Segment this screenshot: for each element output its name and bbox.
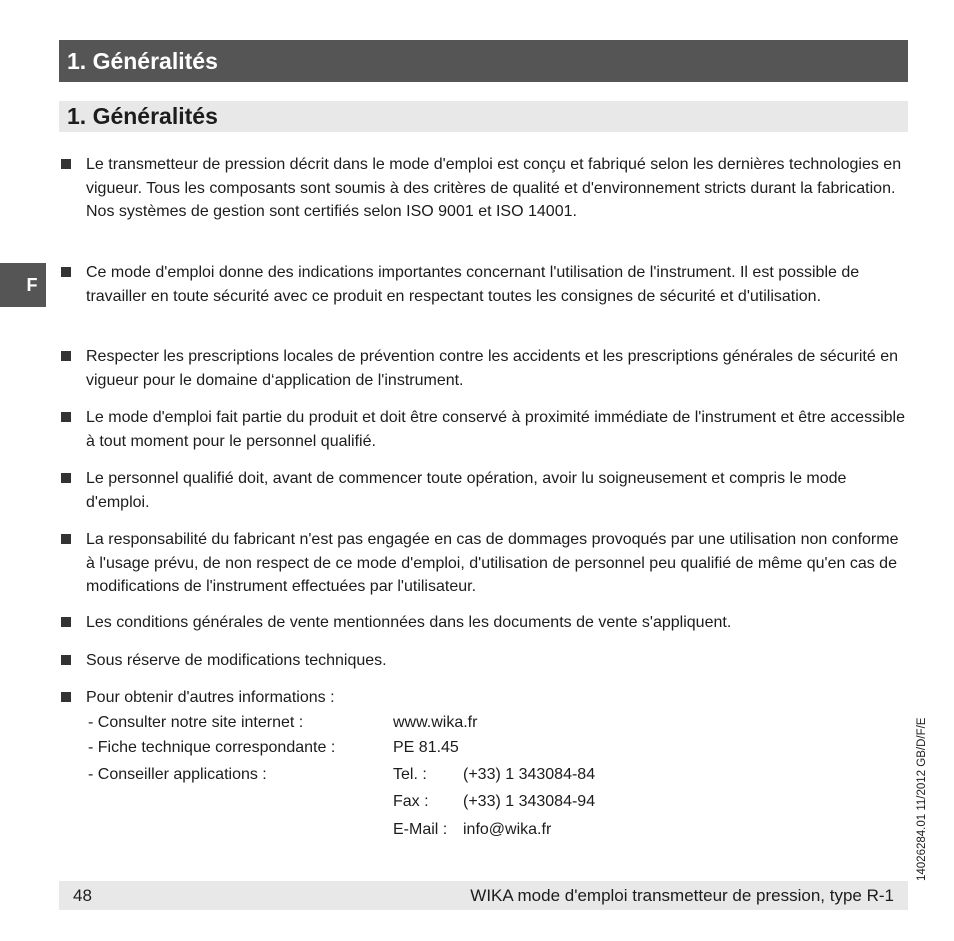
list-item <box>61 261 908 308</box>
list-item <box>61 528 908 599</box>
square-bullet-icon <box>61 473 71 483</box>
fax-label: Fax : <box>393 793 429 810</box>
fax-value: (+33) 1 343084-94 <box>463 793 596 810</box>
datasheet-value: PE 81.45 <box>393 739 459 756</box>
tel-value: (+33) 1 343084-84 <box>463 766 596 783</box>
list-item-text: Le personnel qualifié doit, avant de commencer toute opération, avoir lu soigneusement et compris le mode d'emploi. <box>86 470 847 511</box>
square-bullet-icon <box>61 655 71 665</box>
list-item <box>61 649 908 673</box>
square-bullet-icon <box>61 267 71 277</box>
list-item <box>61 153 908 224</box>
square-bullet-icon <box>61 351 71 361</box>
list-item-text: Respecter les prescriptions locales de prévention contre les accidents et les prescriptions générales de sécurité en vigueur pour le domaine d‘application de l'instrument. <box>86 348 898 389</box>
chapter-header <box>59 40 908 82</box>
website-label: - Consulter notre site internet : <box>88 714 304 731</box>
list-item-text: Ce mode d'emploi donne des indications importantes concernant l'utilisation de l'instrument. Il est possible de travailler en toute sécurité avec ce produit en respectant toutes les consignes de sécurité et d'utilisation. <box>86 264 860 305</box>
page-number: 48 <box>73 886 92 905</box>
tel-label: Tel. : <box>393 766 427 783</box>
language-tab-label: F <box>26 275 38 295</box>
list-item-text: La responsabilité du fabricant n'est pas engagée en cas de dommages provoqués par une utilisation non conforme à l'usage prévu, de non respect de ce mode d'emploi, d'utilisation de personnel peu qualifié de même qu'en cas de modifications de l'instrument effectuées par l'utilisateur. <box>86 531 899 595</box>
list-item <box>61 406 908 453</box>
list-item-text: Le transmetteur de pression décrit dans le mode d'emploi est conçu et fabriqué selon les dernières technologies en vigueur. Tous les composants sont soumis à des critères de qualité et d'environnement stricts durant la fabrication. Nos systèmes de gestion sont certifiés selon ISO 9001 et ISO 14001. <box>86 156 902 220</box>
square-bullet-icon <box>61 692 71 702</box>
email-label: E-Mail : <box>393 821 448 838</box>
square-bullet-icon <box>61 412 71 422</box>
document-code: 14026284.01 11/2012 GB/D/F/E <box>916 717 928 881</box>
list-item <box>61 467 908 514</box>
email-link[interactable]: info@wika.fr <box>463 821 552 838</box>
square-bullet-icon <box>61 159 71 169</box>
section-header <box>59 101 908 132</box>
square-bullet-icon <box>61 617 71 627</box>
section-title: 1. Généralités <box>67 103 218 129</box>
list-item <box>61 686 908 710</box>
list-item-text: Les conditions générales de vente mentionnées dans les documents de vente s'appliquent. <box>86 614 732 631</box>
datasheet-label: - Fiche technique correspondante : <box>88 739 336 756</box>
chapter-title: 1. Généralités <box>67 48 218 74</box>
list-item <box>61 345 908 392</box>
list-item <box>61 611 908 635</box>
language-tab <box>0 263 46 307</box>
page-footer <box>59 881 908 910</box>
list-item-text: Sous réserve de modifications techniques. <box>86 652 387 669</box>
website-link[interactable]: www.wika.fr <box>393 714 478 731</box>
advisor-label: - Conseiller applications : <box>88 766 267 783</box>
footer-title: WIKA mode d'emploi transmetteur de pression, type R-1 <box>470 886 894 905</box>
list-item-text: Le mode d'emploi fait partie du produit et doit être conservé à proximité immédiate de l'instrument et être accessible à tout moment pour le personnel qualifié. <box>86 409 905 450</box>
square-bullet-icon <box>61 534 71 544</box>
list-item-text: Pour obtenir d'autres informations : <box>86 689 335 706</box>
